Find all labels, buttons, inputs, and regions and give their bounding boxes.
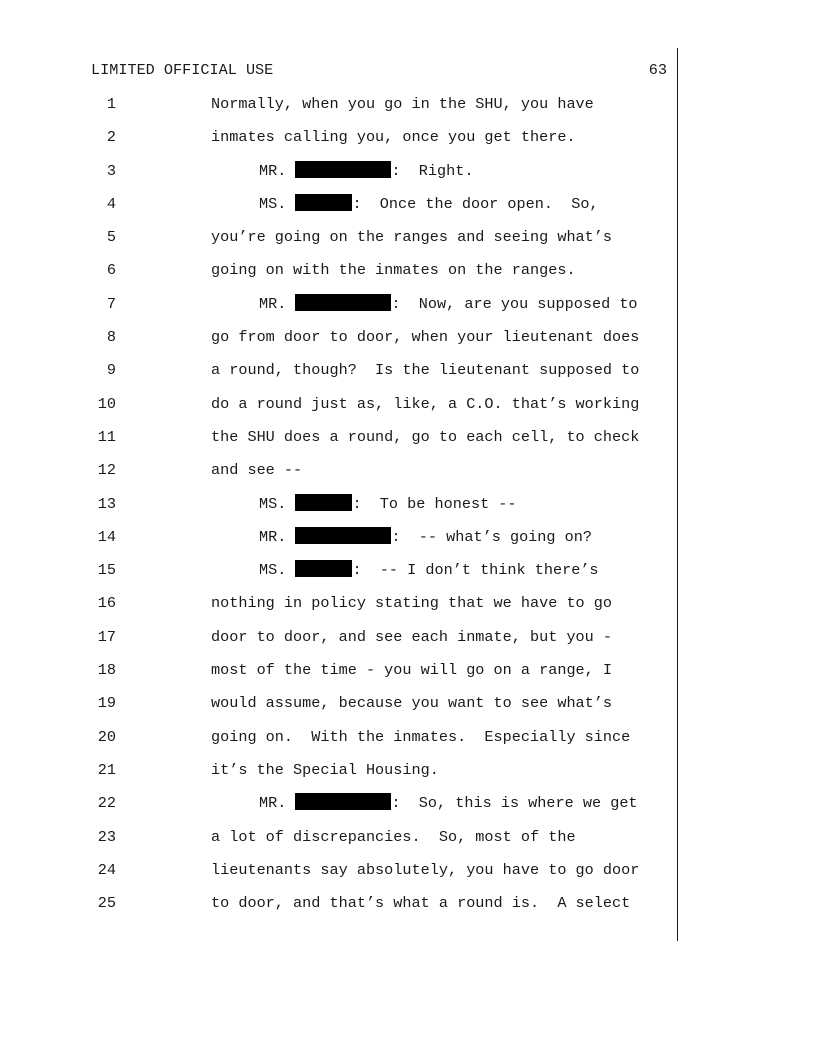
line-number: 12	[97, 461, 116, 480]
transcript-body	[0, 94, 816, 926]
line-number: 4	[106, 194, 116, 213]
transcript-line	[0, 693, 816, 726]
line-number: 14	[97, 527, 116, 546]
line-number: 5	[106, 228, 116, 247]
speaker-line-text	[259, 194, 599, 214]
transcript-line	[0, 593, 816, 626]
transcript-line	[0, 727, 816, 760]
line-number: 17	[97, 627, 116, 646]
speaker-title: MR.	[259, 294, 296, 313]
speaker-title: MS.	[259, 194, 296, 213]
transcript-line	[0, 260, 816, 293]
transcript-line	[0, 94, 816, 127]
line-text: nothing in policy stating that we have to go	[211, 594, 613, 613]
line-number: 11	[97, 427, 116, 446]
line-number: 6	[106, 261, 116, 280]
line-text: door to door, and see each inmate, but you -	[211, 627, 613, 646]
speaker-line-text	[259, 161, 474, 181]
line-text: do a round just as, like, a C.O. that’s working	[211, 394, 640, 413]
redaction-block	[295, 494, 352, 511]
speaker-statement: : -- I don’t think there’s	[352, 561, 599, 580]
line-number: 24	[97, 860, 116, 879]
speaker-title: MS.	[259, 494, 296, 513]
line-text: lieutenants say absolutely, you have to go door	[211, 860, 640, 879]
line-text: a round, though? Is the lieutenant supposed to	[211, 361, 640, 380]
line-number: 19	[97, 694, 116, 713]
line-number: 10	[97, 394, 116, 413]
transcript-line	[0, 227, 816, 260]
page-number: 63	[648, 61, 667, 79]
line-number: 15	[97, 561, 116, 580]
speaker-line-text	[259, 560, 599, 580]
transcript-line	[0, 460, 816, 493]
transcript-line	[0, 627, 816, 660]
speaker-statement: : To be honest --	[352, 494, 517, 513]
line-number: 2	[106, 128, 116, 147]
line-number: 23	[97, 827, 116, 846]
speaker-line-text	[259, 494, 517, 514]
transcript-line	[0, 527, 816, 560]
transcript-line	[0, 494, 816, 527]
transcript-line	[0, 127, 816, 160]
line-number: 20	[97, 727, 116, 746]
line-number: 7	[106, 294, 116, 313]
transcript-line	[0, 394, 816, 427]
line-text: a lot of discrepancies. So, most of the	[211, 827, 576, 846]
transcript-line	[0, 893, 816, 926]
transcript-line	[0, 427, 816, 460]
transcript-line	[0, 194, 816, 227]
redaction-block	[295, 194, 352, 211]
line-text: would assume, because you want to see what’s	[211, 694, 613, 713]
line-number: 25	[97, 894, 116, 913]
line-number: 3	[106, 161, 116, 180]
speaker-line-text	[259, 793, 638, 813]
speaker-statement: : Right.	[391, 161, 474, 180]
speaker-statement: : -- what’s going on?	[391, 527, 592, 546]
line-number: 9	[106, 361, 116, 380]
redaction-block	[295, 793, 391, 810]
transcript-line	[0, 294, 816, 327]
line-number: 8	[106, 328, 116, 347]
line-number: 16	[97, 594, 116, 613]
transcript-line	[0, 161, 816, 194]
speaker-title: MS.	[259, 561, 296, 580]
line-text: to door, and that’s what a round is. A select	[211, 894, 631, 913]
header-classification-label: LIMITED OFFICIAL USE	[91, 61, 274, 79]
line-number: 1	[106, 95, 116, 113]
speaker-title: MR.	[259, 794, 296, 813]
line-text: and see --	[211, 461, 303, 480]
line-number: 22	[97, 794, 116, 813]
line-number: 21	[97, 760, 116, 779]
transcript-line	[0, 827, 816, 860]
speaker-title: MR.	[259, 161, 296, 180]
line-text: going on. With the inmates. Especially since	[211, 727, 631, 746]
transcript-line	[0, 760, 816, 793]
speaker-statement: : So, this is where we get	[391, 794, 638, 813]
redaction-block	[295, 294, 391, 311]
page-header	[91, 61, 667, 81]
line-text: most of the time - you will go on a range, I	[211, 661, 613, 680]
line-text: inmates calling you, once you get there.	[211, 128, 576, 147]
redaction-block	[295, 527, 391, 544]
line-text: going on with the inmates on the ranges.	[211, 261, 576, 280]
line-text: you’re going on the ranges and seeing what’s	[211, 228, 613, 247]
line-text: the SHU does a round, go to each cell, to check	[211, 427, 640, 446]
speaker-line-text	[259, 527, 592, 547]
speaker-statement: : Now, are you supposed to	[391, 294, 638, 313]
transcript-line	[0, 860, 816, 893]
transcript-line	[0, 560, 816, 593]
transcript-line	[0, 327, 816, 360]
line-text: Normally, when you go in the SHU, you have	[211, 95, 594, 113]
transcript-line	[0, 360, 816, 393]
redaction-block	[295, 560, 352, 577]
speaker-statement: : Once the door open. So,	[352, 194, 599, 213]
speaker-line-text	[259, 294, 638, 314]
redaction-block	[295, 161, 391, 178]
transcript-line	[0, 793, 816, 826]
line-text: go from door to door, when your lieutenant does	[211, 328, 640, 347]
line-number: 13	[97, 494, 116, 513]
speaker-title: MR.	[259, 527, 296, 546]
line-number: 18	[97, 661, 116, 680]
transcript-line	[0, 660, 816, 693]
line-text: it’s the Special Housing.	[211, 760, 439, 779]
